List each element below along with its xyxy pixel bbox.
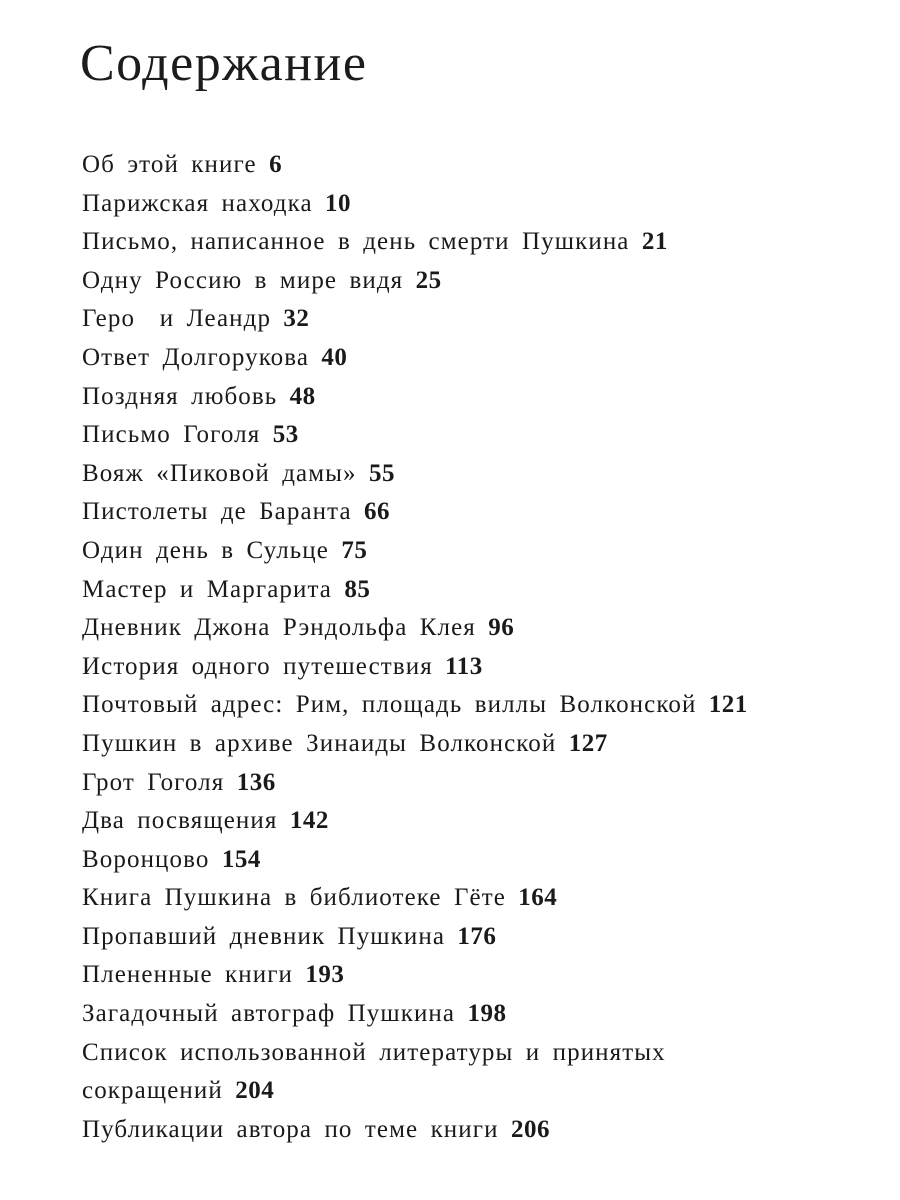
toc-entry-title: Вояж «Пиковой дамы» (82, 459, 357, 487)
toc-entry-page: 176 (457, 922, 497, 950)
toc-entry-page: 40 (321, 343, 348, 371)
toc-entry (82, 262, 872, 301)
toc-entry (82, 532, 872, 571)
toc-entry-title: Список использованной литературы и принятых сокращений (82, 1038, 666, 1105)
toc-entry-page: 48 (289, 382, 316, 410)
toc-entry-page: 21 (641, 228, 668, 256)
toc-entry (82, 841, 872, 880)
toc-entry (82, 223, 872, 262)
toc-entry-page: 136 (236, 768, 276, 796)
toc-entry-page: 142 (289, 807, 329, 835)
toc-entry-page: 164 (518, 884, 558, 912)
toc-entry (82, 725, 872, 764)
toc-entry-page: 206 (510, 1115, 550, 1143)
toc-entry-title: Грот Гоголя (82, 768, 225, 796)
toc-entry (82, 686, 872, 725)
toc-entry (82, 802, 872, 841)
toc-entry-page: 10 (325, 189, 352, 217)
toc-entry-page: 198 (467, 1000, 507, 1028)
toc-entry (82, 609, 872, 648)
toc-entry-title: История одного путешествия (82, 652, 433, 680)
toc-entry-title: Письмо, написанное в день смерти Пушкина (82, 228, 630, 256)
toc-entry (82, 1034, 782, 1111)
toc-entry-page: 25 (415, 266, 442, 294)
toc-entry (82, 918, 872, 957)
toc-entry-title: Мастер и Маргарита (82, 575, 333, 603)
toc-entry (82, 956, 872, 995)
toc-entry-title: Поздняя любовь (82, 382, 278, 410)
toc-entry-page: 96 (488, 614, 515, 642)
toc-entry-title: Пистолеты де Баранта (82, 498, 352, 526)
toc-entry-page: 85 (344, 575, 371, 603)
toc-entry-page: 75 (341, 536, 368, 564)
toc-entry-page: 6 (269, 151, 283, 178)
toc-entry (82, 416, 872, 455)
toc-entry (82, 571, 872, 610)
toc-entry (82, 300, 872, 339)
toc-entry (82, 1111, 872, 1150)
toc-entry-title: Загадочный автограф Пушкина (82, 1000, 456, 1028)
toc-entry (82, 648, 872, 687)
toc-entry-page: 154 (221, 845, 261, 873)
toc-entry-page: 121 (708, 691, 748, 719)
toc-entry (82, 493, 872, 532)
toc-entry-title: Об этой книге (82, 151, 257, 178)
table-of-contents (82, 146, 872, 1149)
toc-entry-title: Один день в Сульце (82, 536, 329, 564)
toc-entry (82, 339, 872, 378)
toc-entry-title: Публикации автора по теме книги (82, 1115, 499, 1143)
toc-entry (82, 185, 872, 224)
toc-entry-page: 113 (445, 652, 483, 680)
toc-entry-page: 32 (283, 305, 310, 333)
toc-entry (82, 455, 872, 494)
toc-entry-title: Ответ Долгорукова (82, 343, 310, 371)
page-title: Содержание (80, 35, 368, 92)
toc-entry-title: Почтовый адрес: Рим, площадь виллы Волконской (82, 691, 697, 719)
toc-entry (82, 146, 872, 185)
toc-entry-title: Геро и Леандр (82, 305, 272, 333)
toc-entry-page: 53 (272, 421, 299, 449)
toc-entry-page: 66 (364, 498, 391, 526)
toc-entry-page: 204 (235, 1077, 275, 1105)
toc-entry-title: Дневник Джона Рэндольфа Клея (82, 614, 476, 642)
toc-entry-title: Книга Пушкина в библиотеке Гёте (82, 884, 506, 912)
toc-entry (82, 378, 872, 417)
toc-entry-page: 55 (369, 459, 395, 487)
toc-entry-title: Пушкин в архиве Зинаиды Волконской (82, 729, 557, 757)
toc-entry (82, 764, 872, 803)
toc-entry-title: Два посвящения (82, 807, 278, 835)
toc-entry-title: Пропавший дневник Пушкина (82, 922, 446, 950)
toc-entry-title: Письмо Гоголя (82, 421, 261, 449)
toc-entry-title: Воронцово (82, 845, 210, 873)
toc-entry (82, 879, 872, 918)
toc-entry-page: 193 (305, 961, 345, 989)
toc-entry-title: Одну Россию в мире видя (82, 266, 404, 294)
toc-entry (82, 995, 872, 1034)
toc-entry-page: 127 (568, 729, 608, 757)
toc-entry-title: Плененные книги (82, 961, 294, 989)
toc-entry-title: Парижская находка (82, 189, 313, 217)
